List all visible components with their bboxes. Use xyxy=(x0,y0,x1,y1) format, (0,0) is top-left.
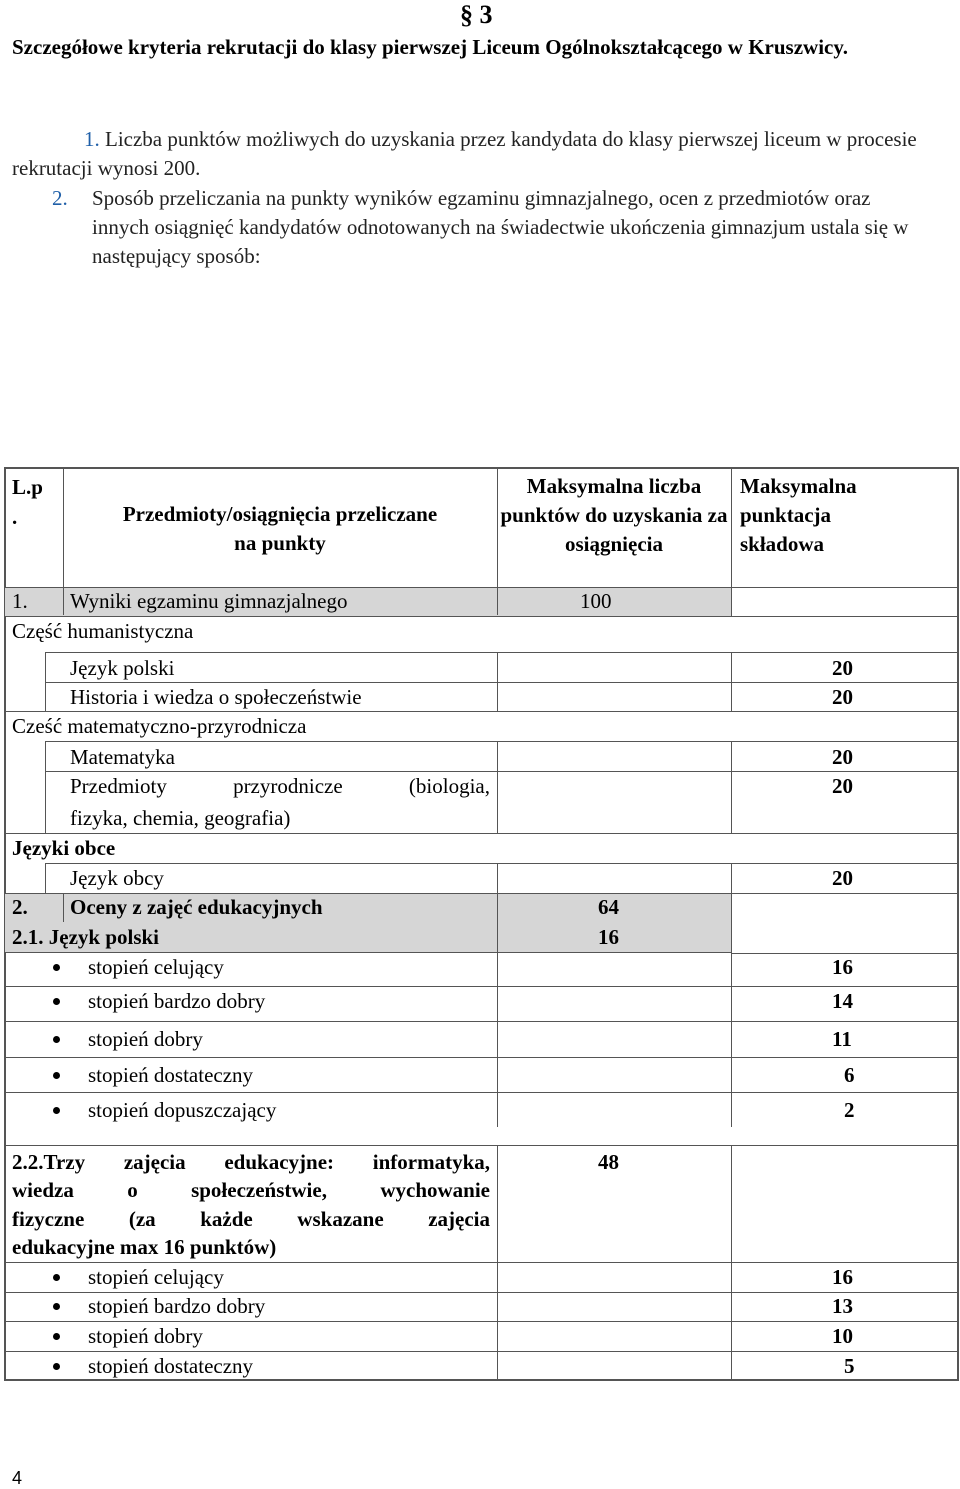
section-2-max: 64 xyxy=(598,895,619,919)
math-div-2 xyxy=(731,741,732,833)
grade-21-2-value: 14 xyxy=(832,989,853,1013)
section-2-right xyxy=(731,893,959,954)
grade-21-3-label: stopień dobry xyxy=(88,1027,203,1051)
section-21-max: 16 xyxy=(598,925,619,949)
section-22-divider xyxy=(497,1145,498,1262)
section-22-line-1: 2.2.Trzy zajęcia edukacyjne: informatyka, xyxy=(12,1150,490,1174)
humanities-div-2 xyxy=(731,652,732,711)
bullet-icon xyxy=(53,1036,60,1043)
languages-rows-top xyxy=(45,863,958,864)
humanities-label: Część humanistyczna xyxy=(12,619,194,643)
languages-indent xyxy=(45,863,46,893)
header-max-points: Maksymalna liczba punktów do uzyskania za osiągnięcia xyxy=(500,474,728,556)
section-1-right xyxy=(731,587,959,617)
grade-21-5-value: 2 xyxy=(844,1098,855,1122)
grade-21-4-value: 6 xyxy=(844,1063,855,1087)
grade-21-1-value: 16 xyxy=(832,955,853,979)
header-lp: L.p . xyxy=(12,475,43,529)
math-row-2-label-1: Przedmioty przyrodnicze (biologia, xyxy=(70,774,490,798)
section-22-line-2: wiedza o społeczeństwie, wychowanie xyxy=(12,1178,490,1202)
paragraph-2-text: Sposób przeliczania na punkty wyników egzaminu gimnazjalnego, ocen z przedmiotów oraz innych osiągnięć kandydatów odnotowanych na świadectwie ukończenia gimnazjum ustala się w następujący sposób: xyxy=(92,186,909,268)
grades-22-div-2 xyxy=(731,1262,732,1381)
humanities-row-2-label: Historia i wiedza o społeczeństwie xyxy=(70,685,362,709)
section-1-divider-2 xyxy=(497,587,498,615)
humanities-row-1-label: Język polski xyxy=(70,656,175,680)
header-divider-1 xyxy=(63,467,64,587)
paragraph-2-number: 2. xyxy=(52,186,68,210)
grade-22-2-value: 13 xyxy=(832,1294,853,1318)
bullet-icon xyxy=(53,1107,60,1114)
section-21-label: 2.1. Język polski xyxy=(12,925,160,949)
bullet-icon xyxy=(53,1303,60,1310)
grades-21-sep-3 xyxy=(5,1057,958,1058)
bullet-icon xyxy=(53,998,60,1005)
bullet-icon xyxy=(53,1333,60,1340)
languages-div-1 xyxy=(497,863,498,893)
header-subjects: Przedmioty/osiągnięcia przeliczane na punkty xyxy=(122,502,438,555)
languages-row-1-label: Język obcy xyxy=(70,866,164,890)
section-1-label: Wyniki egzaminu gimnazjalnego xyxy=(70,589,348,613)
section-2-number: 2. xyxy=(12,895,28,919)
math-div-1 xyxy=(497,741,498,833)
section-22-divider-2 xyxy=(731,1145,732,1262)
grades-21-bottom xyxy=(5,1145,958,1146)
grade-22-3-value: 10 xyxy=(832,1324,853,1348)
section-2-label: Oceny z zajęć edukacyjnych xyxy=(70,895,323,919)
math-rows-top xyxy=(45,741,958,742)
section-2-divider xyxy=(63,893,64,922)
math-row-1-label: Matematyka xyxy=(70,745,175,769)
section-1-max: 100 xyxy=(580,589,612,613)
grade-21-1-label: stopień celujący xyxy=(88,955,224,979)
section-21-divider xyxy=(497,923,498,952)
paragraph-1-number: 1. xyxy=(84,127,100,151)
bullet-icon xyxy=(53,964,60,971)
humanities-indent xyxy=(45,652,46,711)
math-rows-bottom xyxy=(5,833,958,834)
languages-div-2 xyxy=(731,863,732,893)
paragraph-1-text: Liczba punktów możliwych do uzyskania przez kandydata do klasy pierwszej liceum w procesie rekrutacji wynosi 200. xyxy=(12,127,917,180)
grade-22-3-label: stopień dobry xyxy=(88,1324,203,1348)
page-heading: Szczegółowe kryteria rekrutacji do klasy pierwszej Liceum Ogólnokształcącego w Kruszwicy. xyxy=(12,35,848,59)
grade-22-2-label: stopień bardzo dobry xyxy=(88,1294,266,1318)
header-max-component: Maksymalna punktacja składowa xyxy=(740,474,857,556)
math-row-1-value: 20 xyxy=(832,745,853,769)
grade-22-1-label: stopień celujący xyxy=(88,1265,224,1289)
humanities-div-1 xyxy=(497,652,498,711)
grades-21-sep-2 xyxy=(5,1021,958,1022)
math-science-label: Cześć matematyczno-przyrodnicza xyxy=(12,714,307,738)
grade-21-2-label: stopień bardzo dobry xyxy=(88,989,266,1013)
grades-22-div-1 xyxy=(497,1262,498,1381)
section-22-line-4: edukacyjne max 16 punktów) xyxy=(12,1235,277,1259)
grade-22-4-value: 5 xyxy=(844,1354,855,1378)
section-mark: § 3 xyxy=(460,0,493,29)
humanities-row-1-value: 20 xyxy=(832,656,853,680)
languages-label: Języki obce xyxy=(12,836,116,860)
grades-21-sep-4 xyxy=(5,1092,958,1093)
page-number: 4 xyxy=(12,1468,23,1488)
bullet-icon xyxy=(53,1363,60,1370)
section-1-divider xyxy=(63,587,64,615)
grade-22-4-label: stopień dostateczny xyxy=(88,1354,254,1378)
grades-21-div-2 xyxy=(731,952,732,1127)
header-divider-2 xyxy=(497,467,498,587)
grade-22-1-value: 16 xyxy=(832,1265,853,1289)
grade-21-3-value: 11 xyxy=(832,1027,852,1051)
section-1-number: 1. xyxy=(12,589,28,613)
grade-21-4-label: stopień dostateczny xyxy=(88,1063,254,1087)
bullet-icon xyxy=(53,1072,60,1079)
math-row-2-label-2: fizyka, chemia, geografia) xyxy=(70,806,291,830)
humanities-row-2-value: 20 xyxy=(832,685,853,709)
math-row-2-value: 20 xyxy=(832,774,853,798)
section-22-max: 48 xyxy=(598,1150,619,1174)
math-indent xyxy=(45,741,46,833)
bullet-icon xyxy=(53,1274,60,1281)
header-divider-3 xyxy=(731,467,732,587)
grades-21-div-1 xyxy=(497,952,498,1127)
grade-21-5-label: stopień dopuszczający xyxy=(88,1098,277,1122)
languages-row-1-value: 20 xyxy=(832,866,853,890)
section-22-line-3: fizyczne (za każde wskazane zajęcia xyxy=(12,1207,490,1231)
humanities-rows-top xyxy=(45,652,958,653)
